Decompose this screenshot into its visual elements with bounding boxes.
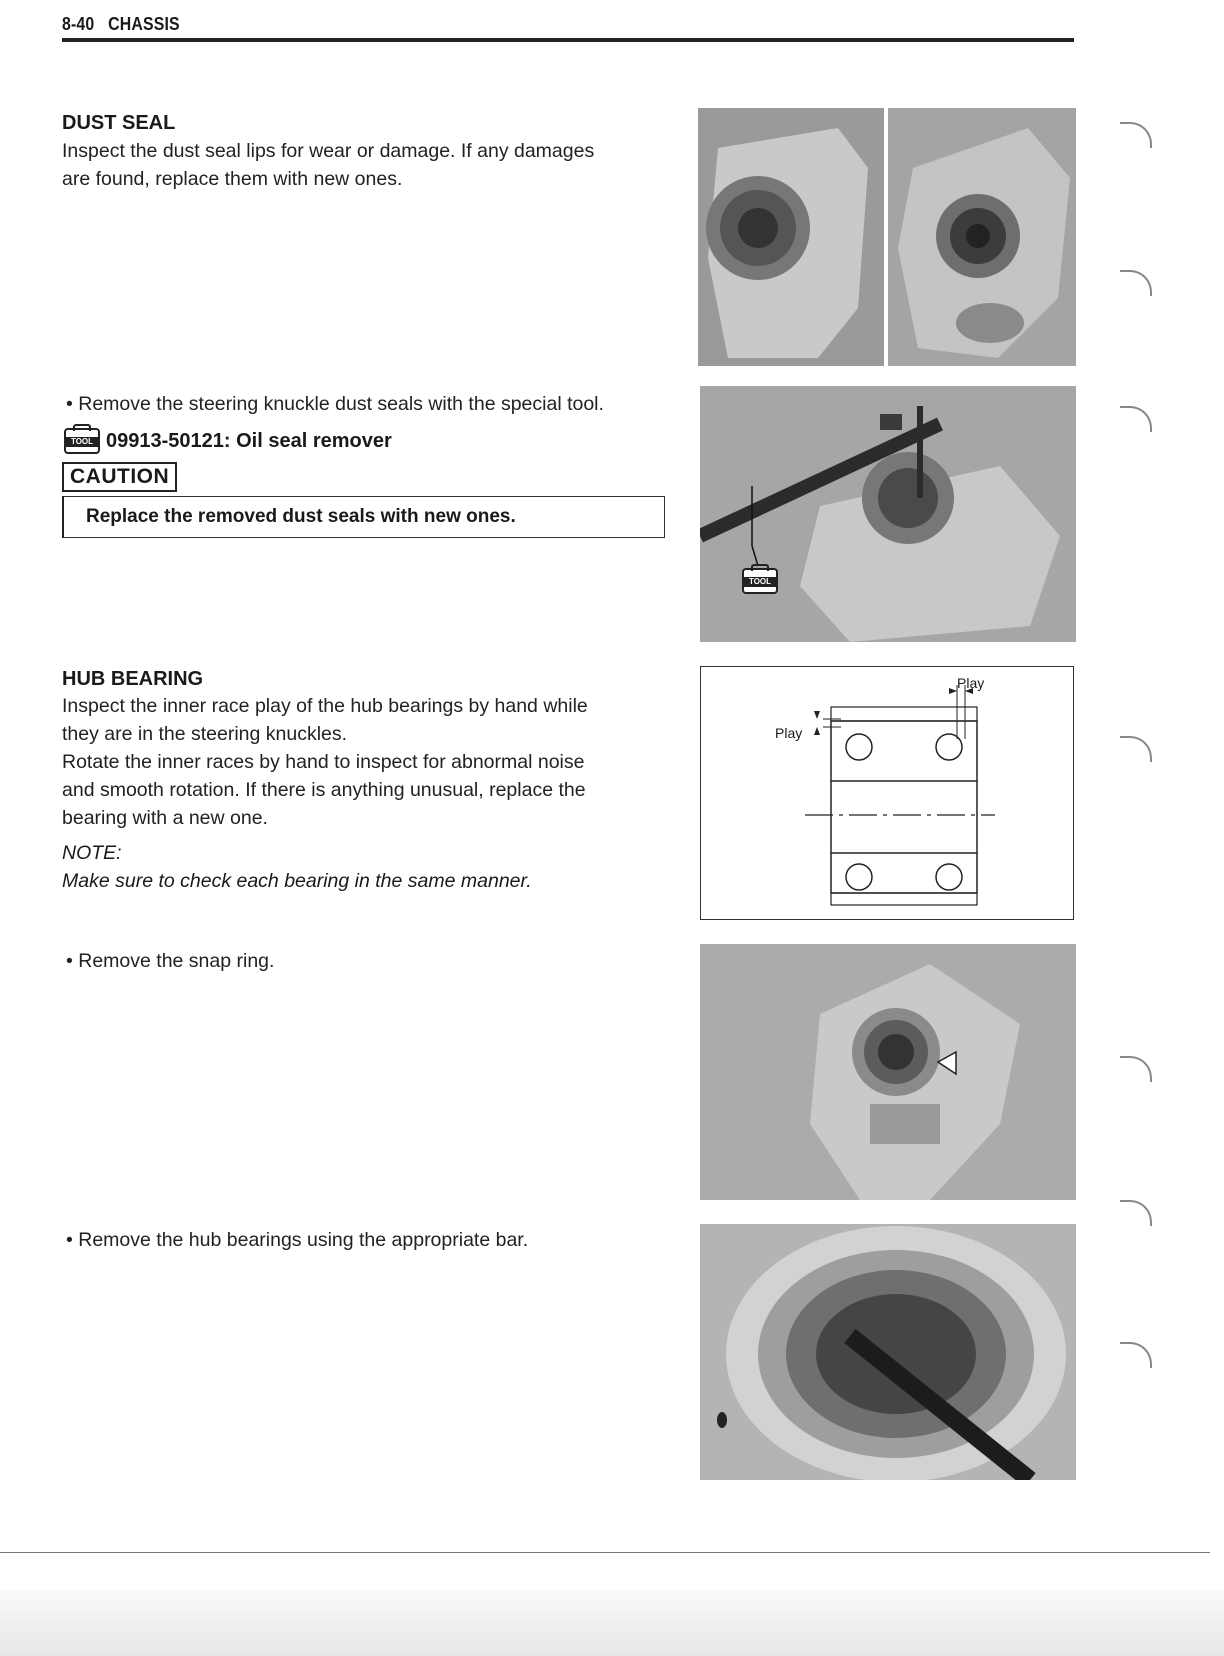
bottom-rule	[0, 1552, 1210, 1553]
tool-icon: TOOL	[64, 428, 100, 454]
header-rule	[62, 38, 1074, 42]
hub-bearing-text-line4: and smooth rotation. If there is anything unusual, replace the	[62, 779, 586, 801]
photo-tool-icon: TOOL	[742, 568, 778, 599]
page-header	[62, 14, 180, 35]
play-label-left: Play	[775, 725, 803, 741]
hub-bearing-removal-photo	[700, 1224, 1076, 1480]
dust-seal-text-line2: are found, replace them with new ones.	[62, 168, 403, 190]
hub-bearing-text-line5: bearing with a new one.	[62, 807, 268, 829]
section-title: CHASSIS	[108, 14, 180, 34]
note-text: Make sure to check each bearing in the same manner.	[62, 870, 532, 892]
hub-bearing-text-line2: they are in the steering knuckles.	[62, 723, 348, 745]
bearing-play-diagram	[700, 666, 1074, 920]
remove-hub-bearings-step: • Remove the hub bearings using the appropriate bar.	[66, 1229, 529, 1251]
page-number: 8-40	[62, 14, 95, 34]
dust-seal-knuckle-photos	[698, 108, 1076, 366]
dust-seal-text-line1: Inspect the dust seal lips for wear or damage. If any damages	[62, 140, 595, 162]
margin-mark	[1120, 736, 1152, 762]
margin-mark	[1120, 270, 1152, 296]
hub-bearing-text-line3: Rotate the inner races by hand to inspect for abnormal noise	[62, 751, 585, 773]
margin-mark	[1120, 122, 1152, 148]
snap-ring-photo	[700, 944, 1076, 1200]
oil-seal-remover-photo	[700, 386, 1076, 642]
hub-bearing-text-line1: Inspect the inner race play of the hub bearings by hand while	[62, 695, 588, 717]
remove-snap-ring-step: • Remove the snap ring.	[66, 950, 275, 972]
margin-mark	[1120, 1056, 1152, 1082]
special-tool-line	[64, 428, 392, 454]
margin-mark	[1120, 1342, 1152, 1368]
remove-dust-seal-step: • Remove the steering knuckle dust seals with the special tool.	[66, 393, 604, 415]
dust-seal-heading: DUST SEAL	[62, 112, 176, 134]
tool-number: 09913-50121: Oil seal remover	[106, 429, 392, 452]
margin-mark	[1120, 406, 1152, 432]
note-label: NOTE:	[62, 842, 122, 864]
caution-text: Replace the removed dust seals with new ones.	[86, 506, 516, 527]
hub-bearing-heading: HUB BEARING	[62, 668, 204, 690]
margin-mark	[1120, 1200, 1152, 1226]
play-label-top: Play	[957, 675, 985, 691]
caution-label: CAUTION	[62, 462, 177, 492]
page-bottom-edge	[0, 1590, 1224, 1656]
